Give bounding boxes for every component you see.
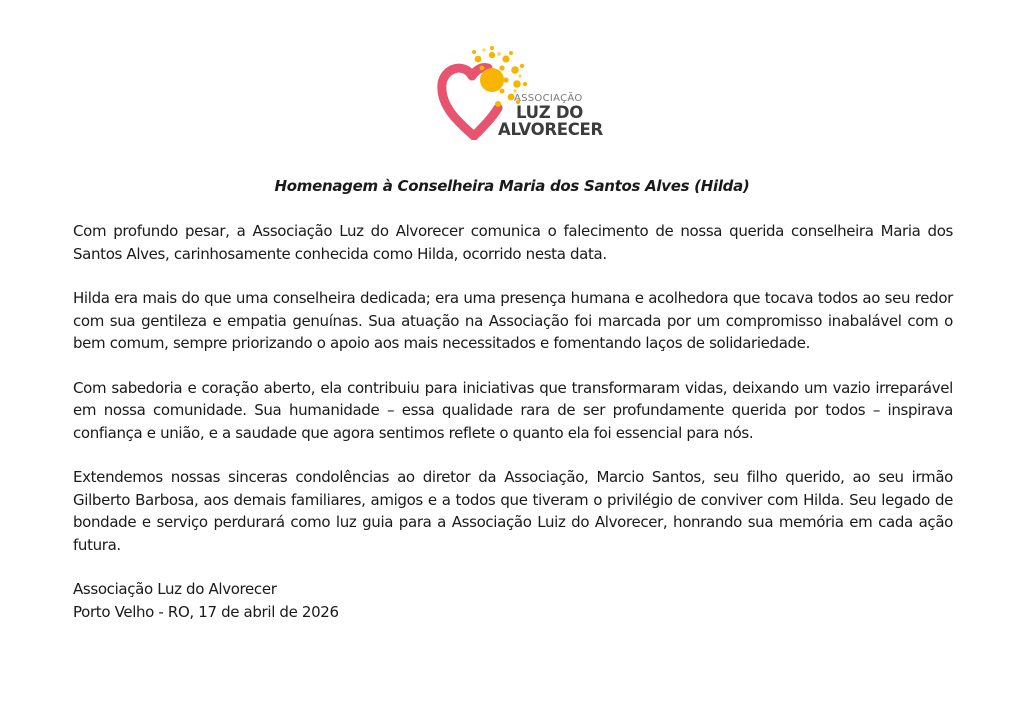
logo-line-luz-do: LUZ DO (516, 103, 583, 122)
logo-line-alvorecer: ALVORECER (498, 119, 603, 139)
body-paragraph-2: Hilda era mais do que uma conselheira dedicada; era uma presença humana e acolhedora que tocava todos ao seu redor com sua gentileza e empatia genuínas. Sua atuação na Associação foi marcada por um compromisso inabalável com o bem comum, sempre priorizando o apoio aos mais necessitados e fomentando laços de solidariedade. (73, 289, 953, 352)
signature-place-date: Porto Velho - RO, 17 de abril de 2026 (73, 602, 339, 621)
organization-logo (436, 44, 616, 140)
body-paragraph-3: Com sabedoria e coração aberto, ela contribuiu para iniciativas que transformaram vidas, deixando um vazio irreparável em nossa comunidade. Sua humanidade – essa qualidade rara de ser profundamente querida por todos – inspirava confiança e união, e a saudade que agora sentimos reflete o quanto ela foi essencial para nós. (73, 378, 953, 442)
body-paragraph-1: Com profundo pesar, a Associação Luz do Alvorecer comunica o falecimento de nossa querida conselheira Maria dos Santos Alves, carinhosamente conhecida como Hilda, ocorrido nesta data. (73, 222, 953, 263)
document-title: Homenagem à Conselheira Maria dos Santos Alves (Hilda) (274, 177, 750, 195)
document-body (73, 220, 953, 623)
logo-line-associacao: ASSOCIAÇÃO (514, 93, 583, 104)
body-paragraph-4: Extendemos nossas sinceras condolências ao diretor da Associação, Marcio Santos, seu filho querido, ao seu irmão Gilberto Barbosa, aos demais familiares, amigos e a todos que tiveram o privilégio de conviver com Hilda. Seu legado de bondade e serviço perdurará como luz guia para a Associação Luiz do Alvorecer, honrando sua memória em cada ação futura. (73, 468, 953, 554)
logo-wordmark (498, 94, 618, 138)
signature-organization: Associação Luz do Alvorecer (73, 580, 277, 598)
sun-core (480, 68, 504, 92)
